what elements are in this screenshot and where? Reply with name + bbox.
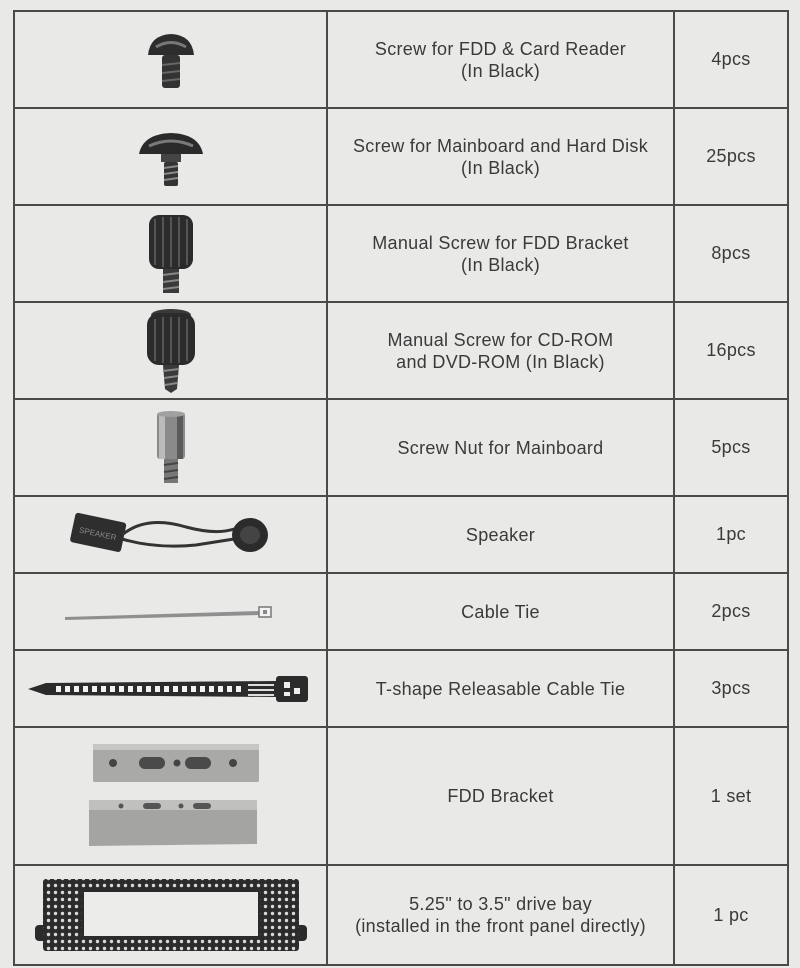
table-row [14,727,788,865]
item-quantity-cell [674,496,788,573]
thumb-screw-large-icon [139,307,203,395]
item-description: Cable Tie [461,601,540,622]
item-description-cell [327,865,674,965]
fdd-bracket-icon [81,740,261,852]
table-row [14,496,788,573]
item-image-cell [14,865,327,965]
item-description-cell [327,302,674,399]
item-quantity: 1pc [716,524,746,544]
item-quantity-cell [674,205,788,302]
accessories-table [13,10,789,966]
item-quantity: 5pcs [711,437,751,457]
item-description: Manual Screw for FDD Bracket (In Black) [372,232,629,275]
cable-tie-icon [61,597,281,627]
item-quantity-cell [674,573,788,650]
table-row [14,205,788,302]
item-quantity: 3pcs [711,678,751,698]
item-description-cell [327,727,674,865]
item-image-cell [14,205,327,302]
pan-head-screw-icon [136,25,206,95]
item-description-cell [327,650,674,727]
thumb-screw-icon [141,211,201,297]
item-quantity-cell [674,865,788,965]
item-image-cell [14,108,327,205]
item-quantity: 8pcs [711,243,751,263]
item-description: 5.25" to 3.5" drive bay (installed in the front panel directly) [355,894,646,936]
speaker-label: SPEAKER [77,525,117,542]
item-image-cell [14,11,327,108]
item-description: T-shape Releasable Cable Tie [375,678,626,699]
item-description: Screw for FDD & Card Reader (In Black) [374,38,627,81]
item-quantity: 16pcs [706,340,756,360]
item-image-cell [14,399,327,496]
item-quantity-cell [674,11,788,108]
item-quantity-cell [674,399,788,496]
item-description: FDD Bracket [447,786,554,806]
item-image-cell [14,727,327,865]
item-description: Manual Screw for CD-ROM and DVD-ROM (In Black) [387,329,614,372]
item-quantity-cell [674,302,788,399]
item-description: Screw for Mainboard and Hard Disk (In Black) [352,135,649,178]
drive-bay-icon [31,875,311,955]
item-description: Speaker [465,524,536,545]
item-description-cell [327,11,674,108]
item-description-cell [327,205,674,302]
item-image-cell [14,650,327,727]
item-quantity-cell [674,108,788,205]
table-row [14,399,788,496]
table-row [14,108,788,205]
item-quantity: 1 set [710,785,752,806]
table-row [14,865,788,965]
item-description: Screw Nut for Mainboard [397,437,604,458]
table-row [14,573,788,650]
item-description-cell [327,399,674,496]
item-description-cell [327,496,674,573]
item-description-cell [327,108,674,205]
item-quantity: 25pcs [706,146,756,166]
item-quantity: 1 pc [713,904,749,925]
table-row [14,650,788,727]
item-image-cell [14,573,327,650]
releasable-cable-tie-icon [26,672,316,706]
item-quantity-cell [674,650,788,727]
table-row [14,302,788,399]
item-image-cell [14,496,327,573]
speaker-icon [66,505,276,565]
item-quantity-cell [674,727,788,865]
item-quantity: 4pcs [711,49,751,69]
item-description-cell [327,573,674,650]
item-quantity: 2pcs [711,601,751,621]
item-image-cell [14,302,327,399]
standoff-nut-icon [151,409,191,487]
mainboard-screw-icon [131,122,211,192]
table-row [14,11,788,108]
